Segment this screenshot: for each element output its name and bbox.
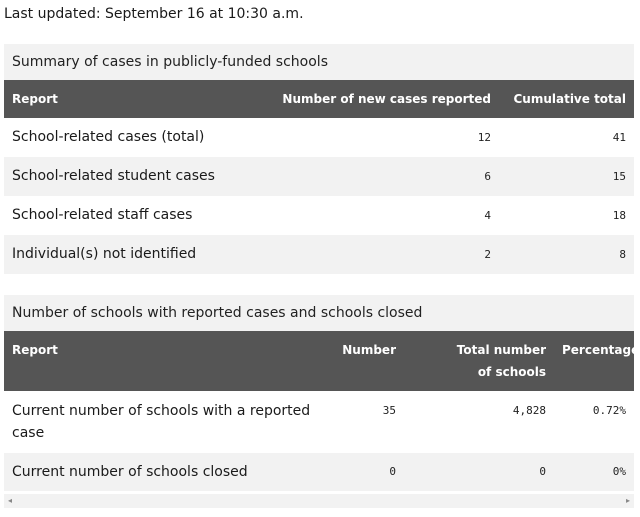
row-label: School-related staff cases (4, 196, 274, 235)
row-new-cases: 4 (274, 196, 499, 235)
cases-summary-header-row (4, 80, 634, 118)
last-updated-text: Last updated: September 16 at 10:30 a.m. (4, 6, 304, 22)
header-total-schools: Total number of schools (404, 331, 554, 391)
header-new-cases: Number of new cases reported (274, 80, 499, 118)
scroll-right-icon[interactable]: ▸ (625, 496, 630, 505)
row-cumulative: 15 (499, 157, 634, 196)
row-new-cases: 6 (274, 157, 499, 196)
table-row (4, 453, 634, 491)
row-new-cases: 2 (274, 235, 499, 274)
row-cumulative: 41 (499, 118, 634, 157)
table-row (4, 391, 634, 453)
row-label: Individual(s) not identified (4, 235, 274, 274)
header-percentage: Percentage (554, 331, 634, 391)
scroll-left-icon[interactable]: ◂ (8, 496, 13, 505)
row-percentage: 0% (554, 453, 634, 491)
row-total: 4,828 (404, 391, 554, 453)
row-new-cases: 12 (274, 118, 499, 157)
cases-summary-caption: Summary of cases in publicly-funded schools (12, 54, 328, 70)
row-label: Current number of schools closed (4, 453, 324, 491)
schools-caption: Number of schools with reported cases and schools closed (12, 305, 423, 321)
table-row (4, 157, 634, 196)
row-percentage: 0.72% (554, 391, 634, 453)
row-label: School-related cases (total) (4, 118, 274, 157)
table-row (4, 118, 634, 157)
schools-table (4, 331, 640, 491)
header-number: Number (324, 331, 404, 391)
cases-summary-table (4, 80, 634, 274)
row-cumulative: 18 (499, 196, 634, 235)
schools-table-container (4, 295, 640, 491)
row-number: 35 (324, 391, 404, 453)
table-row (4, 235, 634, 274)
header-report: Report (4, 80, 274, 118)
table-row (4, 196, 634, 235)
schools-header-row (4, 331, 634, 391)
header-report: Report (4, 331, 324, 391)
cases-summary-table-container (4, 44, 634, 274)
row-cumulative: 8 (499, 235, 634, 274)
row-label: Current number of schools with a reported case (4, 391, 324, 453)
horizontal-scrollbar[interactable] (4, 494, 634, 508)
row-number: 0 (324, 453, 404, 491)
row-total: 0 (404, 453, 554, 491)
header-cumulative-total: Cumulative total (499, 80, 634, 118)
row-label: School-related student cases (4, 157, 274, 196)
